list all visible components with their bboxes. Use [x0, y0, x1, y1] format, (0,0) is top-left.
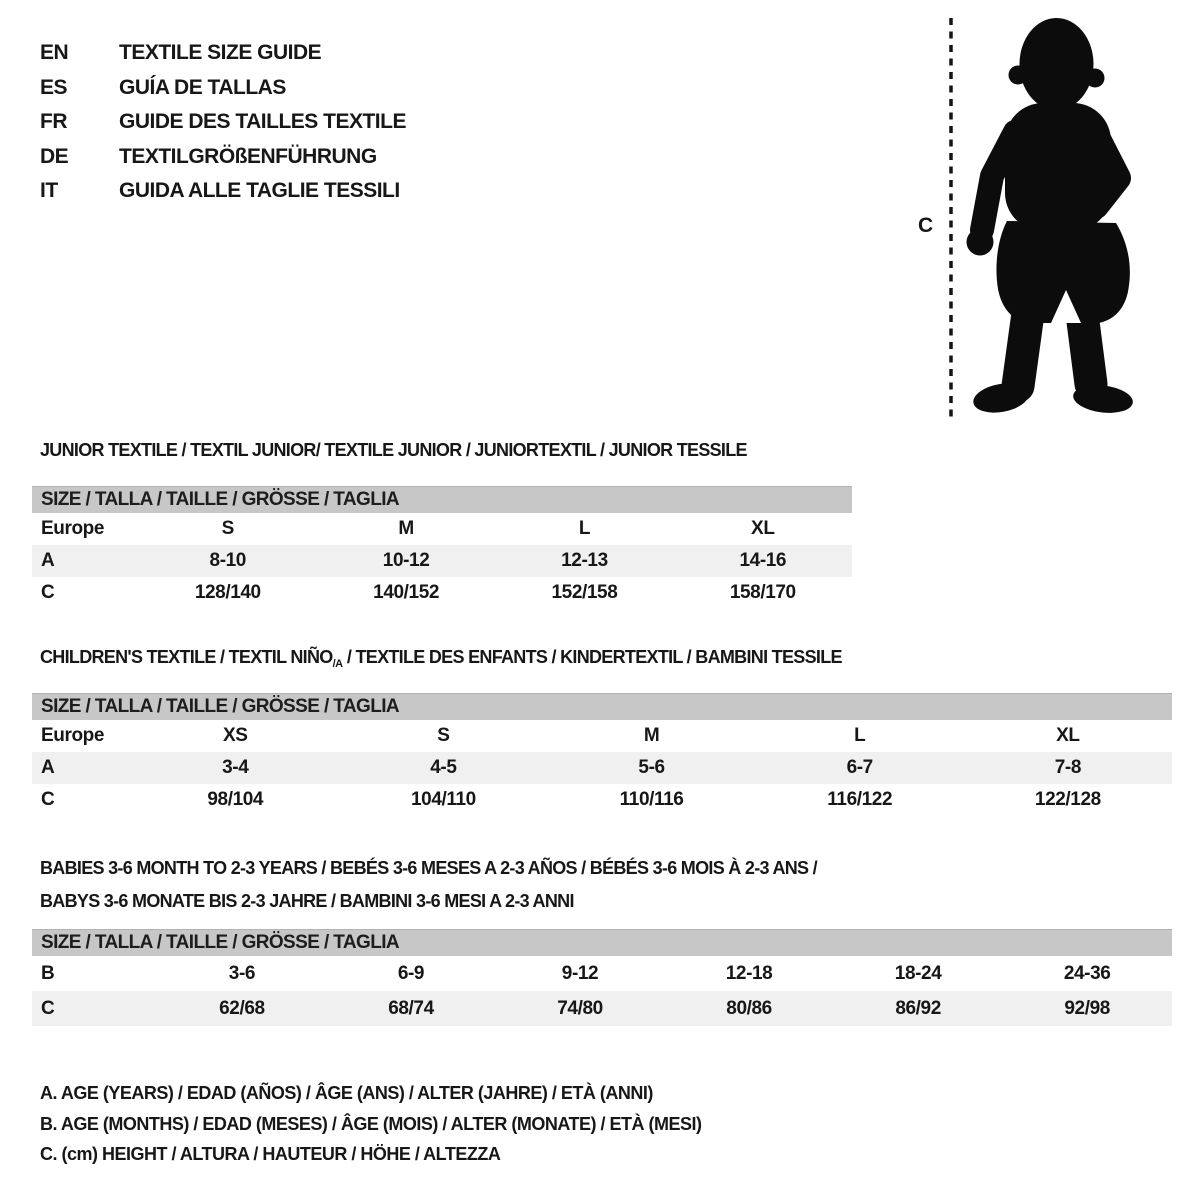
- children-age-label: A: [41, 757, 55, 778]
- measure-c-label: C: [918, 214, 934, 237]
- babies-height-label: C: [41, 997, 55, 1019]
- babies-height-1: 62/68: [219, 997, 265, 1019]
- children-height-xl: 122/128: [1034, 789, 1101, 810]
- babies-heading-line2: BABYS 3-6 MONATE BIS 2-3 JAHRE / BAMBINI 3-6 MESI A 2-3 ANNI: [40, 891, 574, 911]
- babies-months-6: 24-36: [1063, 962, 1111, 984]
- junior-row-europe: [32, 513, 852, 545]
- children-europe-label: Europe: [41, 725, 105, 746]
- junior-size-s: S: [221, 518, 234, 539]
- babies-months-3: 9-12: [561, 962, 599, 984]
- babies-months-label: B: [41, 962, 55, 984]
- children-size-l: L: [854, 725, 866, 746]
- language-code-de: DE: [40, 144, 69, 168]
- babies-height-2: 68/74: [388, 997, 434, 1019]
- language-row-en: [40, 36, 406, 71]
- children-size-header-bar: SIZE / TALLA / TAILLE / GRÖSSE / TAGLIA: [32, 693, 1172, 720]
- junior-height-l: 152/158: [551, 582, 618, 603]
- language-code-it: IT: [40, 179, 58, 202]
- junior-height-m: 140/152: [373, 582, 440, 603]
- babies-row-months: [32, 956, 1172, 991]
- page-title-it: GUIDA ALLE TAGLIE TESSILI: [119, 179, 400, 202]
- children-size-table: [32, 693, 1172, 816]
- junior-age-m: 10-12: [382, 550, 430, 571]
- children-heading-subscript: /A: [332, 658, 343, 670]
- babies-months-1: 3-6: [228, 962, 256, 984]
- children-size-m: M: [643, 725, 660, 746]
- language-code-es: ES: [40, 75, 68, 99]
- junior-age-label: A: [41, 550, 55, 571]
- children-row-europe: [32, 720, 1172, 752]
- children-size-xs: XS: [222, 725, 248, 746]
- babies-height-4: 80/86: [726, 997, 772, 1019]
- junior-age-l: 12-13: [561, 550, 608, 571]
- children-row-age: [32, 752, 1172, 784]
- legend-age-months: B. AGE (MONTHS) / EDAD (MESES) / ÂGE (MOIS) / ALTER (MONATE) / ETÀ (MESI): [40, 1113, 702, 1134]
- toddler-silhouette-graphic: [905, 8, 1145, 423]
- babies-height-3: 74/80: [557, 997, 603, 1019]
- children-height-s: 104/110: [410, 789, 476, 810]
- toddler-silhouette: [967, 18, 1135, 417]
- page-title-de: TEXTILGRÖßENFÜHRUNG: [119, 144, 377, 168]
- children-height-m: 110/116: [619, 789, 684, 810]
- children-age-m: 5-6: [638, 757, 665, 778]
- junior-size-xl: XL: [751, 518, 775, 539]
- babies-size-table: [32, 929, 1172, 1026]
- children-size-s: S: [437, 725, 450, 746]
- language-row-it: [40, 174, 406, 209]
- junior-height-label: C: [41, 582, 55, 603]
- height-measure-figure: [905, 8, 1145, 423]
- babies-months-5: 18-24: [894, 962, 942, 984]
- language-code-en: EN: [40, 41, 69, 64]
- legend-age-years: A. AGE (YEARS) / EDAD (AÑOS) / ÂGE (ANS) / ALTER (JAHRE) / ETÀ (ANNI): [40, 1083, 653, 1103]
- junior-size-table: [32, 486, 852, 609]
- junior-row-age: [32, 545, 852, 577]
- junior-size-m: M: [398, 518, 414, 539]
- children-age-xs: 3-4: [222, 757, 249, 778]
- children-row-height: [32, 784, 1172, 816]
- babies-heading-line1: BABIES 3-6 MONTH TO 2-3 YEARS / BEBÉS 3-6 MESES A 2-3 AÑOS / BÉBÉS 3-6 MOIS À 2-3 ANS /: [40, 858, 817, 878]
- babies-months-4: 12-18: [725, 962, 773, 984]
- children-height-label: C: [41, 789, 55, 810]
- children-age-s: 4-5: [430, 757, 457, 778]
- junior-size-header-bar: SIZE / TALLA / TAILLE / GRÖSSE / TAGLIA: [32, 486, 852, 513]
- children-heading-post: / TEXTILE DES ENFANTS / KINDERTEXTIL / BAMBINI TESSILE: [342, 647, 842, 667]
- junior-height-s: 128/140: [194, 582, 261, 603]
- children-heading-pre: CHILDREN'S TEXTILE / TEXTIL NIÑO: [40, 647, 333, 667]
- junior-age-xl: 14-16: [739, 550, 787, 571]
- babies-height-6: 92/98: [1064, 997, 1110, 1019]
- legend-height-cm: C. (cm) HEIGHT / ALTURA / HAUTEUR / HÖHE / ALTEZZA: [40, 1144, 501, 1164]
- junior-age-s: 8-10: [209, 550, 246, 571]
- children-section-heading: [40, 647, 842, 670]
- babies-height-5: 86/92: [895, 997, 941, 1019]
- junior-height-xl: 158/170: [729, 582, 796, 603]
- babies-size-header-bar: SIZE / TALLA / TAILLE / GRÖSSE / TAGLIA: [32, 929, 1172, 956]
- babies-row-height: [32, 991, 1172, 1026]
- page-title-es: GUÍA DE TALLAS: [119, 75, 286, 99]
- babies-months-2: 6-9: [397, 962, 425, 984]
- children-height-xs: 98/104: [207, 789, 264, 810]
- junior-size-l: L: [578, 518, 591, 539]
- language-row-fr: [40, 105, 406, 140]
- children-height-l: 116/122: [827, 789, 893, 810]
- measure-legend: [40, 1078, 701, 1170]
- children-age-xl: 7-8: [1054, 757, 1081, 778]
- page-title-fr: GUIDE DES TAILLES TEXTILE: [119, 110, 406, 133]
- junior-section-heading: JUNIOR TEXTILE / TEXTIL JUNIOR/ TEXTILE JUNIOR / JUNIORTEXTIL / JUNIOR TESSILE: [40, 440, 747, 460]
- page-title-en: TEXTILE SIZE GUIDE: [119, 41, 322, 64]
- language-row-de: [40, 140, 406, 175]
- language-title-list: [40, 36, 406, 209]
- babies-section-heading: [40, 852, 817, 918]
- junior-europe-label: Europe: [41, 518, 105, 539]
- children-size-xl: XL: [1056, 725, 1080, 746]
- junior-row-height: [32, 577, 852, 609]
- children-age-l: 6-7: [846, 757, 873, 778]
- language-code-fr: FR: [40, 110, 67, 133]
- language-row-es: [40, 71, 406, 106]
